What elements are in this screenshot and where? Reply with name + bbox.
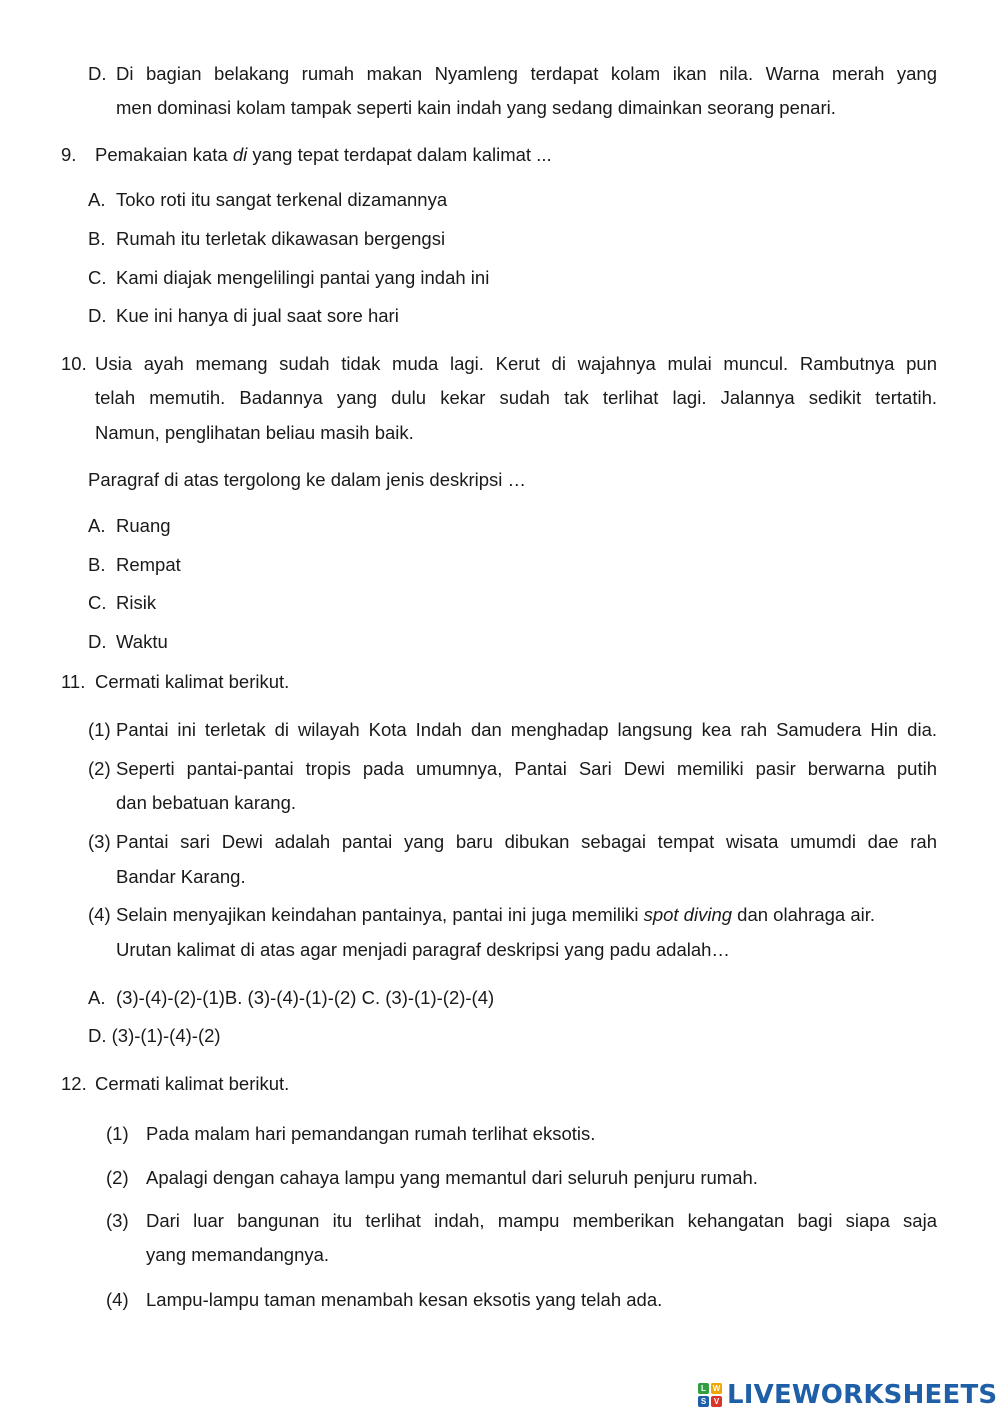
q12-s2-text: Apalagi dengan cahaya lampu yang memantul dari seluruh penjuru rumah. (146, 1167, 758, 1188)
q11-s4-line1 (116, 903, 875, 927)
liveworksheets-logo-icon (698, 1383, 722, 1407)
q11-options-line2: D. (3)-(1)-(4)-(2) (88, 1025, 221, 1046)
q9-option-a-label: A. (88, 189, 106, 210)
q9-option-a-text: Toko roti itu sangat terkenal dizamannya (116, 189, 448, 210)
q10-option-b-text: Rempat (116, 554, 181, 575)
q10-para-line1: Usia ayah memang sudah tidak muda lagi. Kerut di wajahnya mulai muncul. Rambutnya pun (95, 353, 937, 374)
q11-s3-line1: Pantai sari Dewi adalah pantai yang baru dibukan sebagai tempat wisata umumdi dae rah (116, 831, 937, 852)
q12-s4-text: Lampu-lampu taman menambah kesan eksotis yang telah ada. (146, 1289, 663, 1310)
q9-option-b-label: B. (88, 228, 106, 249)
q12-s3-line2: yang memandangnya. (146, 1244, 330, 1265)
q11-s2-label: (2) (88, 758, 111, 779)
q11-s1-line1: Pantai ini terletak di wilayah Kota Indah dan menghadap langsung kea rah Samudera Hin dia. (116, 719, 937, 740)
q11-s3-line2: Bandar Karang. (116, 866, 246, 887)
q9-option-d-label: D. (88, 305, 107, 326)
q11-options-line1: (3)-(4)-(2)-(1)B. (3)-(4)-(1)-(2) C. (3)-(1)-(2)-(4) (116, 987, 495, 1008)
q9-stem-after: yang tepat terdapat dalam kalimat ... (247, 144, 552, 165)
q8-option-d-line2: men dominasi kolam tampak seperti kain indah yang sedang dimainkan seorang penari. (116, 97, 836, 118)
q9-stem (95, 143, 552, 167)
liveworksheets-logo-text: LIVEWORKSHEETS (727, 1380, 998, 1410)
q10-option-b-label: B. (88, 554, 106, 575)
q12-s1-text: Pada malam hari pemandangan rumah terlihat eksotis. (146, 1123, 596, 1144)
q9-option-d-text: Kue ini hanya di jual saat sore hari (116, 305, 399, 326)
q11-s4-before: Selain menyajikan keindahan pantainya, pantai ini juga memiliki (116, 904, 644, 925)
q10-question: Paragraf di atas tergolong ke dalam jenis deskripsi … (88, 469, 527, 490)
liveworksheets-logo (698, 1378, 997, 1412)
q12-number: 12. (61, 1073, 87, 1094)
q11-s4-after: dan olahraga air. (732, 904, 875, 925)
logo-icon-letter-3: S (698, 1396, 709, 1407)
q8-option-d-label: D. (88, 63, 107, 84)
q10-para-line3: Namun, penglihatan beliau masih baik. (95, 422, 414, 443)
q10-para-line2: telah memutih. Badannya yang dulu kekar sudah tak terlihat lagi. Jalannya sedikit tertatih. (95, 387, 937, 408)
q10-option-c-text: Risik (116, 592, 157, 613)
q10-option-a-label: A. (88, 515, 106, 536)
q11-s2-line2: dan bebatuan karang. (116, 792, 297, 813)
q10-option-d-text: Waktu (116, 631, 168, 652)
q10-option-a-text: Ruang (116, 515, 171, 536)
q11-s1-label: (1) (88, 719, 111, 740)
q9-option-b-text: Rumah itu terletak dikawasan bergengsi (116, 228, 446, 249)
logo-icon-letter-2: W (712, 1384, 721, 1393)
q11-options-label: A. (88, 987, 106, 1008)
q10-option-d-label: D. (88, 631, 107, 652)
q12-s4-label: (4) (106, 1289, 129, 1310)
q11-number: 11. (61, 671, 86, 692)
q9-stem-before: Pemakaian kata (95, 144, 233, 165)
q11-s4-label: (4) (88, 904, 111, 925)
logo-icon-letter-1: L (698, 1383, 709, 1394)
q12-s3-line1: Dari luar bangunan itu terlihat indah, mampu memberikan kehangatan bagi siapa saja (146, 1210, 937, 1231)
q11-s4-line2: Urutan kalimat di atas agar menjadi paragraf deskripsi yang padu adalah… (116, 939, 730, 960)
q12-s1-label: (1) (106, 1123, 129, 1144)
q11-stem: Cermati kalimat berikut. (95, 671, 290, 692)
logo-icon-letter-4: V (711, 1396, 722, 1407)
q9-stem-italic: di (232, 144, 248, 165)
q9-option-c-text: Kami diajak mengelilingi pantai yang indah ini (116, 267, 490, 288)
q11-s3-label: (3) (88, 831, 111, 852)
q12-s2-label: (2) (106, 1167, 129, 1188)
q8-option-d-line1: Di bagian belakang rumah makan Nyamleng terdapat kolam ikan nila. Warna merah yang (116, 63, 937, 84)
q11-s4-italic: spot diving (643, 904, 733, 925)
q12-s3-label: (3) (106, 1210, 129, 1231)
q11-s2-line1: Seperti pantai-pantai tropis pada umumnya, Pantai Sari Dewi memiliki pasir berwarna putih (116, 758, 937, 779)
q9-option-c-label: C. (88, 267, 107, 288)
q10-option-c-label: C. (88, 592, 107, 613)
q9-number: 9. (61, 144, 77, 165)
q10-number: 10. (61, 353, 87, 374)
q12-stem: Cermati kalimat berikut. (95, 1073, 290, 1094)
